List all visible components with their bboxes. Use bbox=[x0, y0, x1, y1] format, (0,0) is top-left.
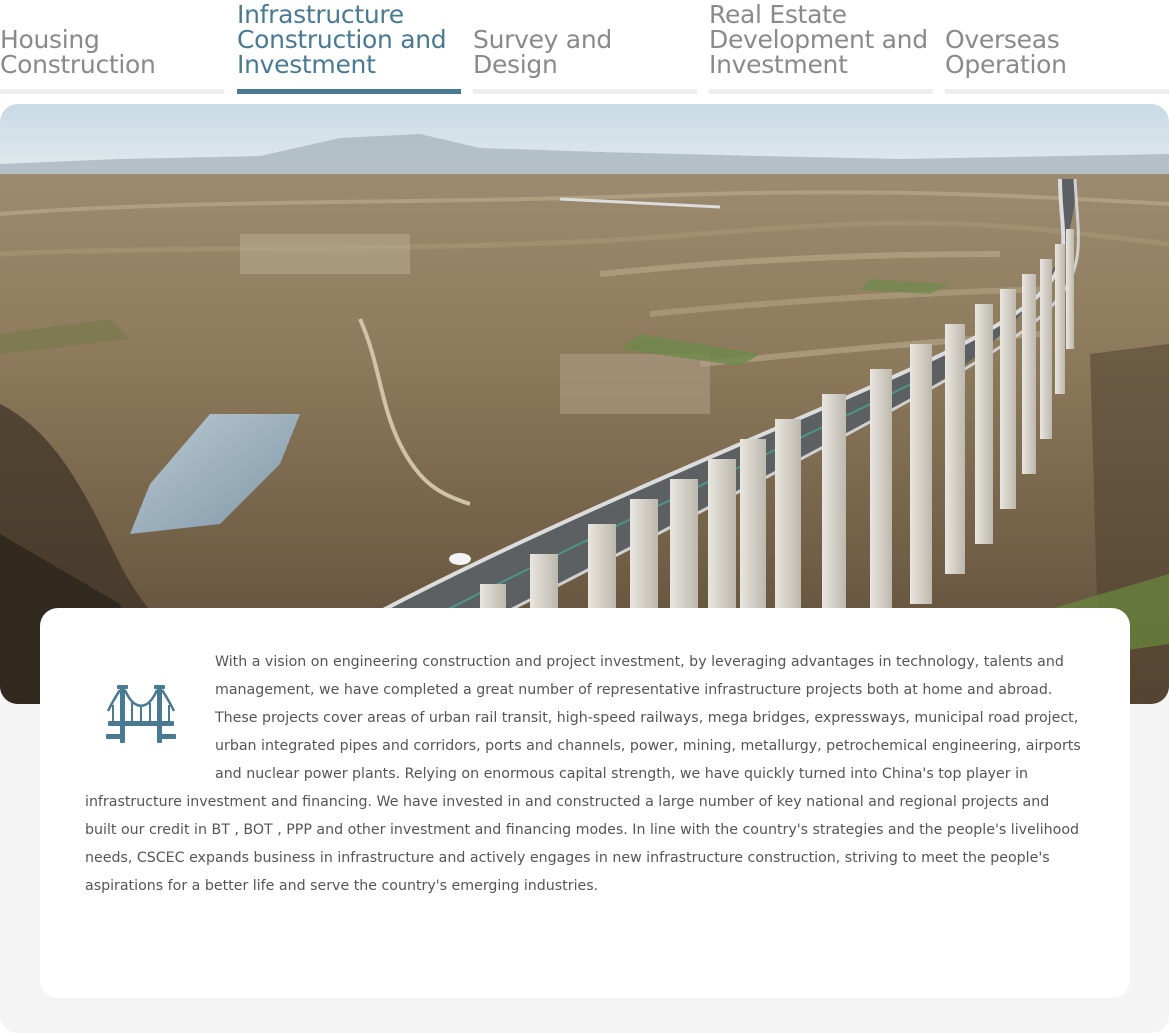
tab-housing-construction[interactable] bbox=[0, 0, 224, 95]
tab-infrastructure-construction[interactable] bbox=[237, 0, 461, 95]
tab-real-estate[interactable] bbox=[709, 0, 933, 95]
tab-overseas-operation[interactable] bbox=[945, 0, 1169, 95]
icon-spacer bbox=[85, 648, 215, 788]
tab-label: Housing Construction bbox=[0, 25, 156, 79]
tab-label: Real Estate Development and Investment bbox=[709, 0, 928, 79]
tab-label: Overseas Operation bbox=[945, 25, 1067, 79]
description-text bbox=[85, 648, 1085, 900]
tab-underline bbox=[709, 89, 933, 94]
tab-underline bbox=[0, 89, 224, 94]
tab-underline bbox=[473, 89, 697, 94]
tab-label: Infrastructure Construction and Investment bbox=[237, 0, 447, 79]
business-tabs bbox=[0, 0, 1169, 95]
tab-underline bbox=[945, 89, 1169, 94]
description-card bbox=[40, 608, 1130, 998]
tab-label: Survey and Design bbox=[473, 25, 612, 79]
tab-underline-active bbox=[237, 89, 461, 94]
description-paragraph: With a vision on engineering construction and project investment, by leveraging advantages in technology, talents and management, we have completed a great number of representative infrastructure projects both at home and abroad. These projects cover areas of urban rail transit, high-speed railways, mega bridges, expressways, municipal road project, urban integrated pipes and corridors, ports and channels, power, mining, metallurgy, petrochemical engineering, airports and nuclear power plants. Relying on enormous capital strength, we have quickly turned into China's top player in infrastructure investment and financing. We have invested in and constructed a large number of key national and regional projects and built our credit in BT , BOT , PPP and other investment and financing modes. In line with the country's strategies and the people's livelihood needs, CSCEC expands business in infrastructure and actively engages in new infrastructure construction, striving to meet the people's aspirations for a better life and serve the country's emerging industries. bbox=[85, 654, 1081, 894]
tab-survey-and-design[interactable] bbox=[473, 0, 697, 95]
